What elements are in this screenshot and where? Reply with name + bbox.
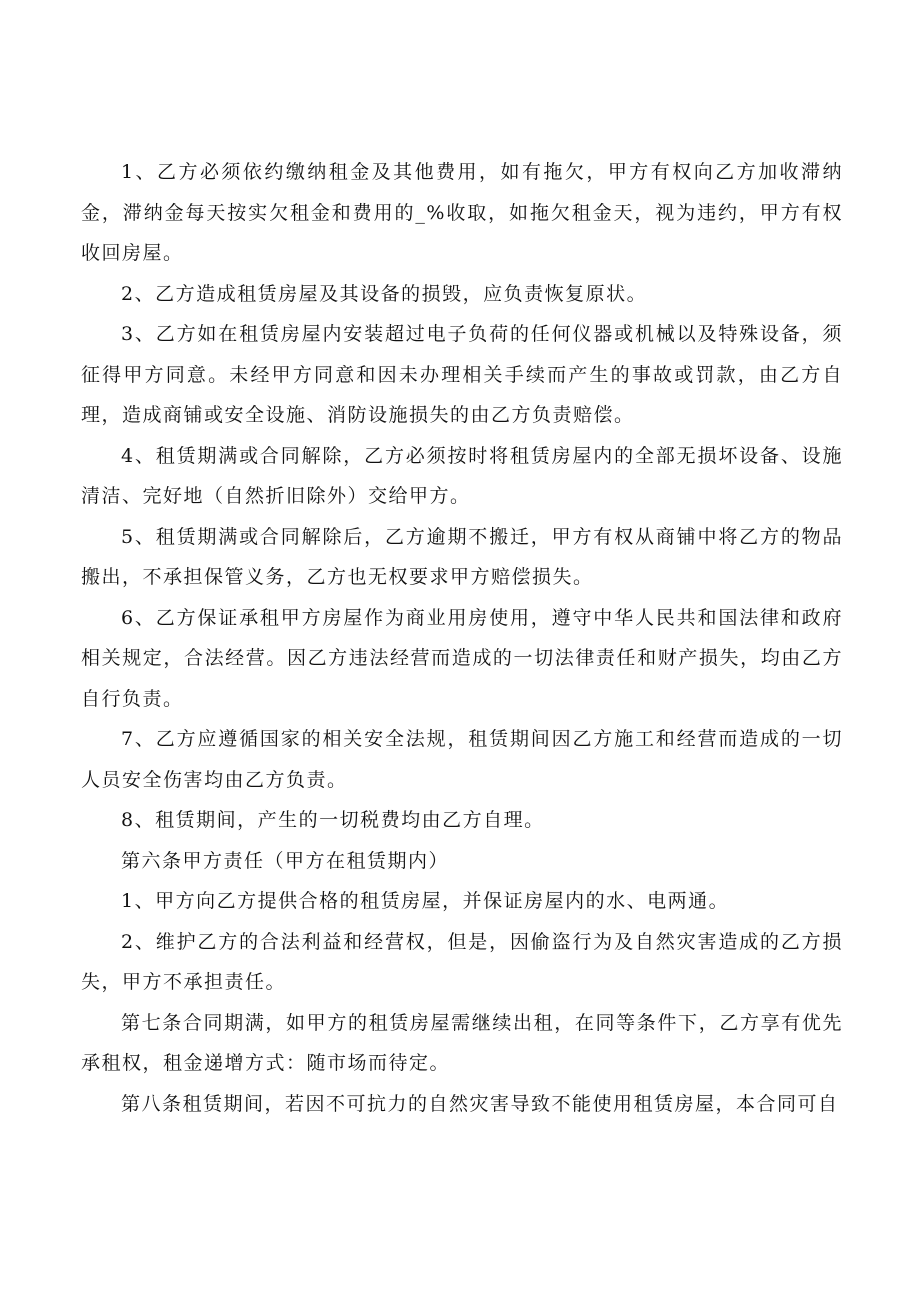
paragraph-clause-7: 7、乙方应遵循国家的相关安全法规，租赁期间因乙方施工和经营而造成的一切人员安全伤害均由乙方负责。 (81, 728, 843, 791)
paragraph-article-7: 第七条合同期满，如甲方的租赁房屋需继续出租，在同等条件下，乙方享有优先承租权，租金递增方式：随市场而待定。 (81, 1011, 843, 1074)
section-heading-article-6: 第六条甲方责任（甲方在租赁期内） (121, 849, 450, 872)
paragraph-clause-4: 4、租赁期满或合同解除，乙方必须按时将租赁房屋内的全部无损坏设备、设施清洁、完好地（自然折旧除外）交给甲方。 (81, 444, 843, 507)
paragraph-lessor-duty-2: 2、维护乙方的合法利益和经营权，但是，因偷盗行为及自然灾害造成的乙方损失，甲方不承担责任。 (81, 930, 843, 993)
paragraph-clause-3: 3、乙方如在租赁房屋内安装超过电子负荷的任何仪器或机械以及特殊设备，须征得甲方同意。未经甲方同意和因未办理相关手续而产生的事故或罚款，由乙方自理，造成商铺或安全设施、消防设施损失的由乙方负责赔偿。 (81, 323, 843, 426)
paragraph-clause-5: 5、租赁期满或合同解除后，乙方逾期不搬迁，甲方有权从商铺中将乙方的物品搬出，不承担保管义务，乙方也无权要求甲方赔偿损失。 (81, 525, 843, 588)
paragraph-clause-1: 1、乙方必须依约缴纳租金及其他费用，如有拖欠，甲方有权向乙方加收滞纳金，滞纳金每天按实欠租金和费用的_%收取，如拖欠租金天，视为违约，甲方有权收回房屋。 (81, 161, 843, 264)
paragraph-clause-6: 6、乙方保证承租甲方房屋作为商业用房使用，遵守中华人民共和国法律和政府相关规定，合法经营。因乙方违法经营而造成的一切法律责任和财产损失，均由乙方自行负责。 (81, 606, 843, 710)
paragraph-clause-2: 2、乙方造成租赁房屋及其设备的损毁，应负责恢复原状。 (121, 282, 648, 305)
paragraph-lessor-duty-1: 1、甲方向乙方提供合格的租赁房屋，并保证房屋内的水、电两通。 (121, 890, 730, 912)
document-body (81, 152, 843, 1124)
paragraph-article-8: 第八条租赁期间，若因不可抗力的自然灾害导致不能使用租赁房屋，本合同可自 (121, 1092, 839, 1115)
paragraph-clause-8: 8、租赁期间，产生的一切税费均由乙方自理。 (121, 809, 545, 831)
